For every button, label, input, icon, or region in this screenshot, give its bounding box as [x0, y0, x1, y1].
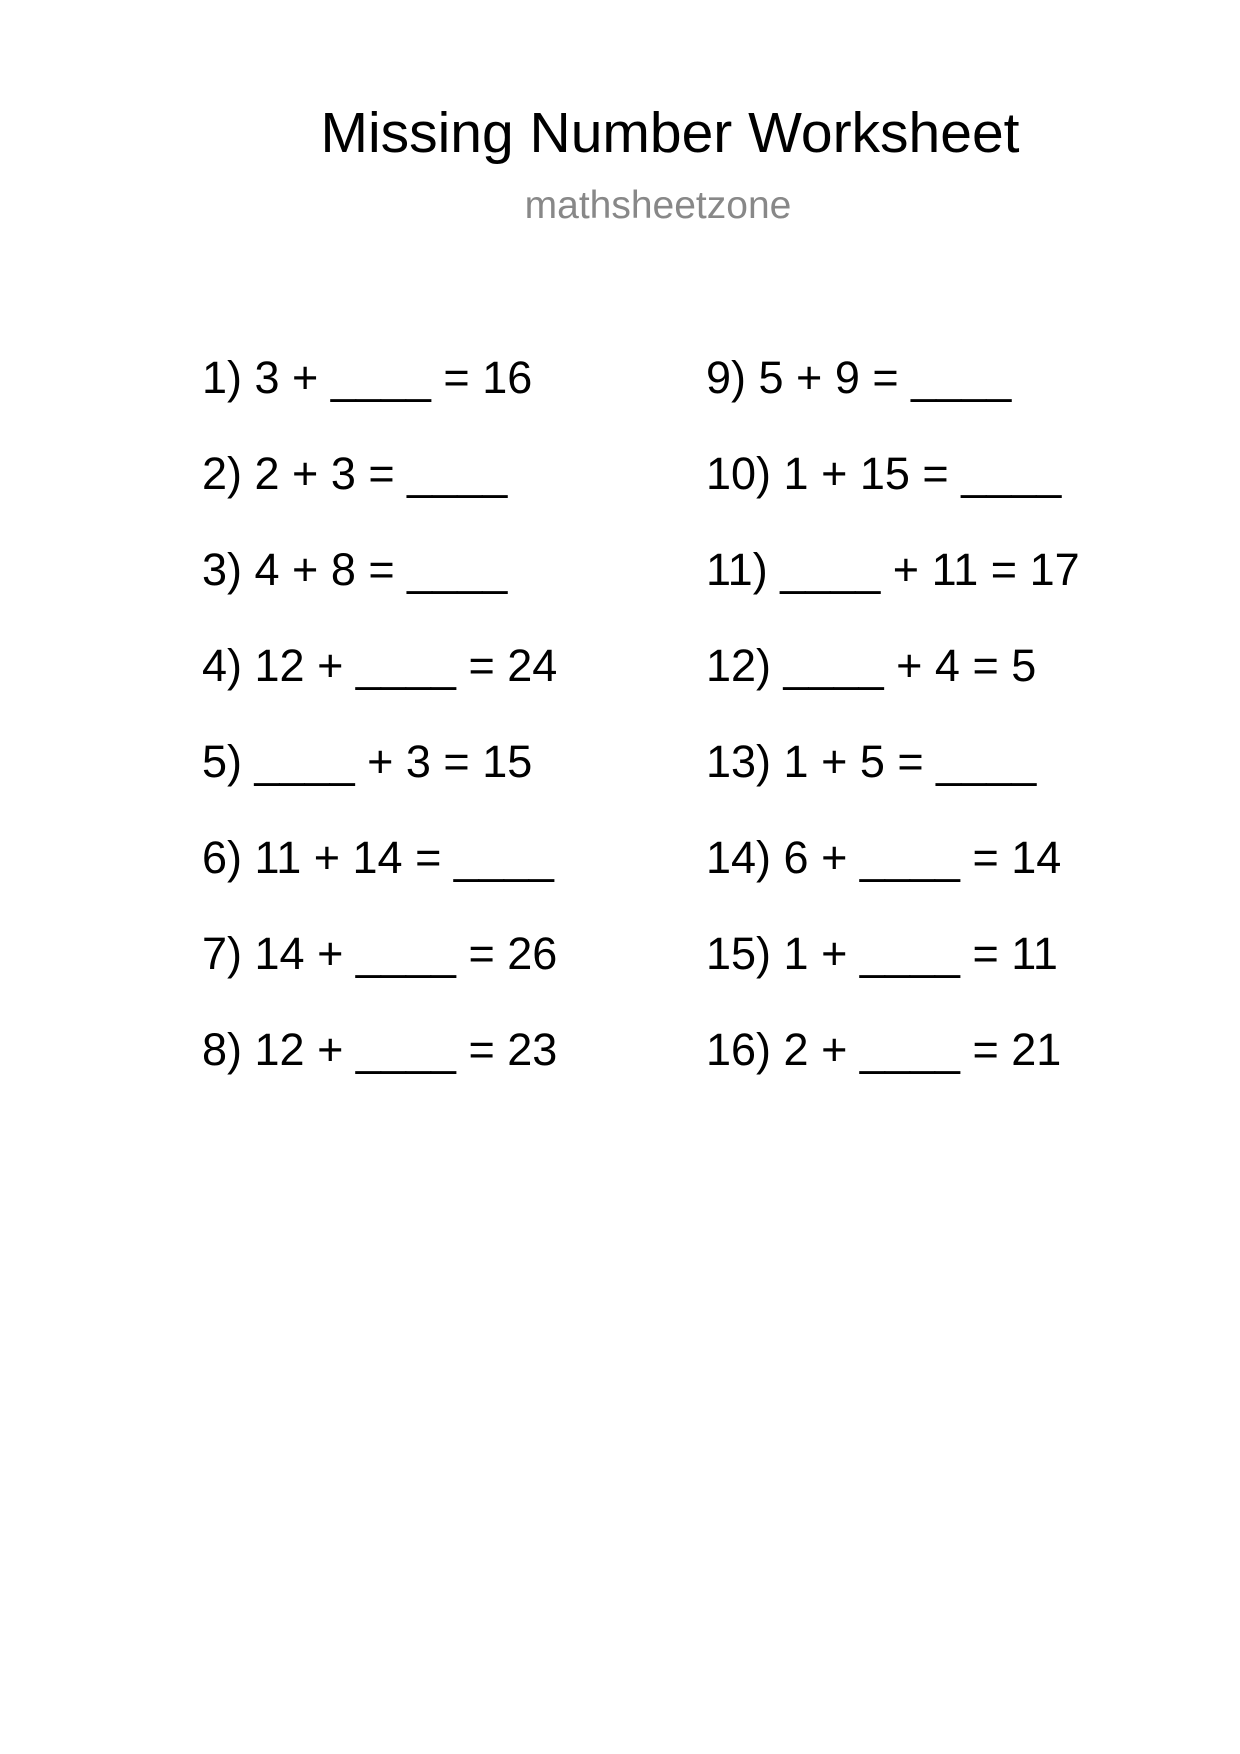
question-3: 3) 4 + 8 = ____ — [202, 544, 508, 595]
question-9: 9) 5 + 9 = ____ — [706, 352, 1012, 403]
question-4: 4) 12 + ____ = 24 — [202, 640, 558, 691]
question-10: 10) 1 + 15 = ____ — [706, 448, 1062, 499]
left-question-column — [202, 350, 557, 1118]
question-14: 14) 6 + ____ = 14 — [706, 832, 1062, 883]
question-8: 8) 12 + ____ = 23 — [202, 1024, 558, 1075]
question-1: 1) 3 + ____ = 16 — [202, 352, 533, 403]
site-name: mathsheetzone — [524, 184, 792, 227]
right-question-column — [706, 350, 1080, 1118]
question-12: 12) ____ + 4 = 5 — [706, 640, 1037, 691]
question-7: 7) 14 + ____ = 26 — [202, 928, 558, 979]
question-13: 13) 1 + 5 = ____ — [706, 736, 1037, 787]
question-6: 6) 11 + 14 = ____ — [202, 832, 554, 883]
question-15: 15) 1 + ____ = 11 — [706, 928, 1058, 979]
question-5: 5) ____ + 3 = 15 — [202, 736, 533, 787]
question-11: 11) ____ + 11 = 17 — [706, 544, 1080, 595]
question-16: 16) 2 + ____ = 21 — [706, 1024, 1062, 1075]
question-2: 2) 2 + 3 = ____ — [202, 448, 508, 499]
page-title: Missing Number Worksheet — [320, 101, 1020, 165]
